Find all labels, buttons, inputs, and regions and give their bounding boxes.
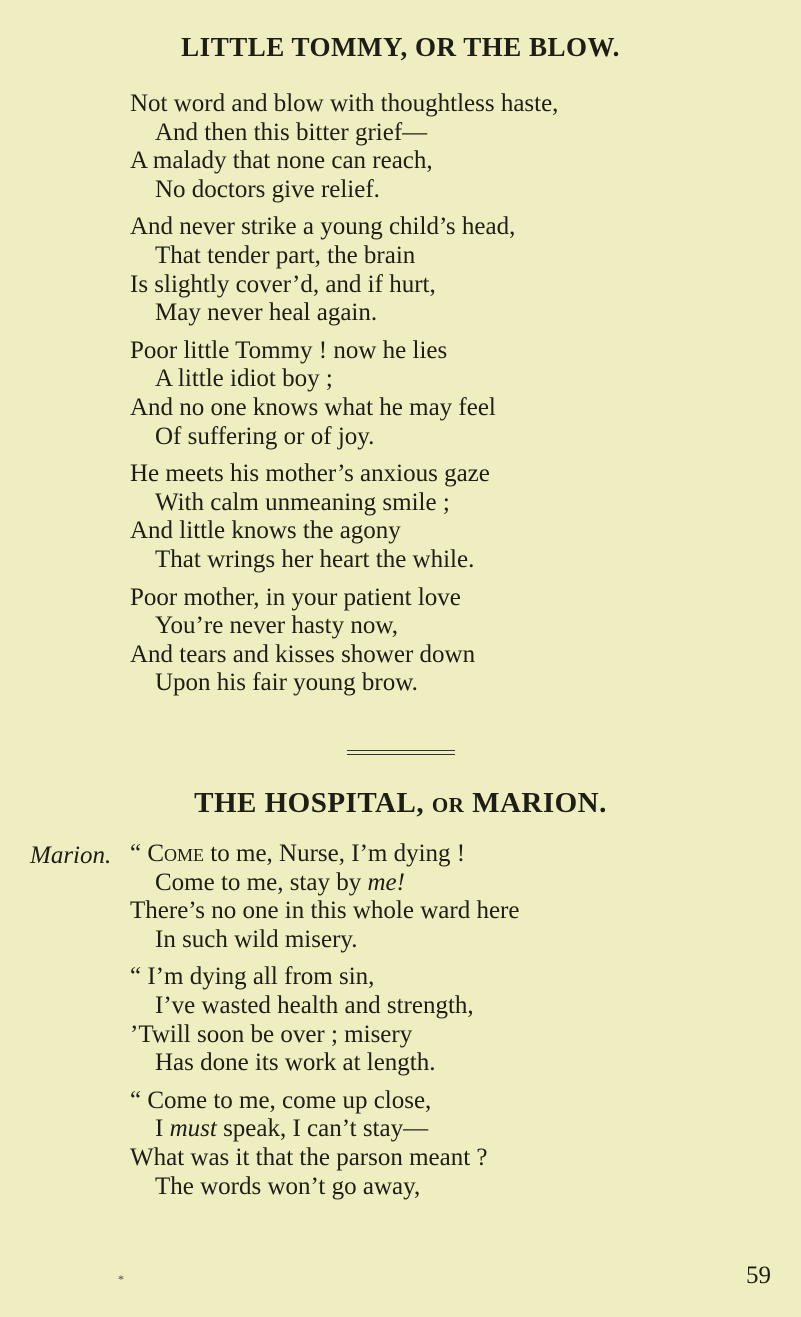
running-head: LITTLE TOMMY, OR THE BLOW. xyxy=(181,32,620,62)
verse-line: And little knows the agony xyxy=(130,517,401,545)
speaker-label: Marion. xyxy=(30,842,112,869)
verse-line: Poor little Tommy ! now he lies xyxy=(130,336,448,364)
verse-line: He meets his mother’s anxious gaze xyxy=(130,460,490,488)
stanza xyxy=(130,963,790,1077)
verse-line: “ Come to me, come up close, xyxy=(130,1086,432,1114)
verse-line: Of suffering or of joy. xyxy=(155,422,375,450)
verse-line: Poor mother, in your patient love xyxy=(130,583,461,611)
stanza xyxy=(130,840,790,954)
verse-line: You’re never hasty now, xyxy=(155,612,399,640)
verse-line: And then this bitter grief— xyxy=(155,118,428,146)
poem-little-tommy xyxy=(130,90,790,707)
page-number: 59 xyxy=(746,1262,771,1289)
verse-line: ’Twill soon be over ; misery xyxy=(130,1020,413,1048)
line-text: to me, Nurse, I’m dying ! xyxy=(204,840,466,867)
verse-line: And tears and kisses shower down xyxy=(130,640,476,668)
stanza xyxy=(130,213,790,327)
title-name: MARION. xyxy=(472,787,607,819)
verse-line: Is slightly cover’d, and if hurt, xyxy=(130,270,436,298)
emphasis: me! xyxy=(367,868,405,896)
signature-mark: * xyxy=(118,1272,124,1286)
stanza xyxy=(130,584,790,698)
verse-line xyxy=(130,1115,790,1144)
line-text: speak, I can’t stay— xyxy=(216,1115,429,1143)
verse-line: In such wild misery. xyxy=(155,925,358,953)
section-title xyxy=(0,787,801,820)
verse-line xyxy=(130,840,790,869)
verse-line: Has done its work at length. xyxy=(155,1049,436,1077)
verse-line: And no one knows what he may feel xyxy=(130,393,496,421)
verse-line: A malady that none can reach, xyxy=(130,147,433,175)
verse-line: The words won’t go away, xyxy=(155,1172,421,1200)
verse-line: A little idiot boy ; xyxy=(155,365,333,393)
verse-line: That tender part, the brain xyxy=(155,241,416,269)
verse-line: What was it that the parson meant ? xyxy=(130,1143,488,1171)
open-quote: “ xyxy=(130,840,148,867)
verse-line: I’ve wasted health and strength, xyxy=(155,991,474,1019)
stanza xyxy=(130,460,790,574)
section-divider xyxy=(0,750,801,755)
verse-line: With calm unmeaning smile ; xyxy=(155,488,450,516)
verse-line: Not word and blow with thoughtless haste, xyxy=(130,90,559,117)
title-connector: OR xyxy=(431,793,465,817)
verse-line: That wrings her heart the while. xyxy=(155,545,475,573)
verse-line: There’s no one in this whole ward here xyxy=(130,897,520,925)
line-text: I xyxy=(155,1115,170,1143)
stanza xyxy=(130,337,790,451)
poem-hospital xyxy=(130,840,790,1210)
divider-line xyxy=(347,754,455,755)
small-caps-word: Come xyxy=(147,840,205,867)
stanza xyxy=(130,1087,790,1201)
verse-line: May never heal again. xyxy=(155,299,378,327)
verse-line: No doctors give relief. xyxy=(155,175,380,203)
verse-line: “ I’m dying all from sin, xyxy=(130,963,375,991)
stanza xyxy=(130,90,790,204)
title-main: THE HOSPITAL, xyxy=(194,787,425,819)
divider-line xyxy=(347,750,455,751)
verse-line: And never strike a young child’s head, xyxy=(130,213,516,241)
line-text: Come to me, stay by xyxy=(155,868,368,896)
verse-line: Upon his fair young brow. xyxy=(155,669,418,697)
emphasis: must xyxy=(169,1115,217,1143)
verse-line xyxy=(130,869,790,898)
